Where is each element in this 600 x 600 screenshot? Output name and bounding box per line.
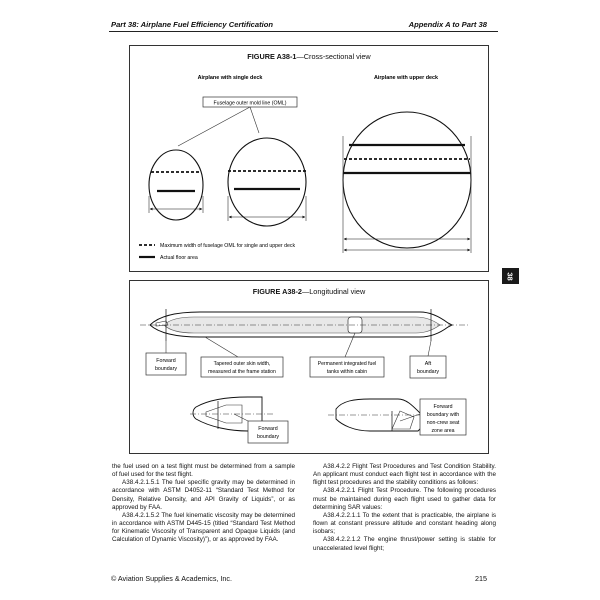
figure-a38-2-caption: —Longitudinal view — [301, 287, 366, 296]
header-rule — [109, 31, 498, 32]
leader-tapered — [205, 337, 238, 357]
body-paragraph: A38.4.2.1.5.1 The fuel specific gravity may be determined in accordance with ASTM D4052-11 “Standard Test Method for Density, Relative Density, and API Gravity of Liquids”, or as approved by FAA. — [112, 479, 295, 511]
figure-a38-1 — [129, 45, 489, 272]
oml-leader-2 — [250, 107, 259, 133]
body-column-left — [112, 463, 295, 545]
tapered-skin-text-1: Tapered outer skin width, — [213, 361, 271, 367]
footer-copyright: © Aviation Supplies & Academics, Inc. — [111, 574, 233, 583]
figure-a38-2 — [129, 280, 489, 454]
body-column-right — [313, 463, 496, 553]
legend-solid-label: Actual floor area — [160, 255, 198, 261]
forward-boundary-seat-text-2: boundary with — [426, 412, 460, 418]
page-number: 215 — [475, 574, 487, 583]
body-paragraph: A38.4.2.2 Flight Test Procedures and Test Condition Stability. An applicant must conduct each flight test in accordance with the flight test procedures and the stability conditions as follows: — [313, 463, 496, 487]
figure-a38-2-id: FIGURE A38-2 — [252, 287, 302, 296]
fuel-tanks-text-2: tanks within cabin — [326, 369, 368, 375]
fuel-tanks-text-1: Permanent integrated fuel — [317, 361, 377, 367]
leader-aft — [428, 341, 431, 356]
forward-boundary-seat-text-4: zone area — [431, 428, 455, 434]
longitudinal-drawing — [130, 281, 488, 453]
forward-boundary-2-text-2: boundary — [256, 434, 280, 440]
figure-a38-1-caption: —Cross-sectional view — [296, 52, 371, 61]
aft-boundary-text-2: boundary — [416, 369, 440, 375]
large-fuselage-section — [343, 112, 471, 248]
small-fuselage-section — [149, 150, 203, 220]
cross-section-drawing — [130, 46, 488, 271]
aft-boundary-text-1: Aft — [424, 361, 432, 367]
figure-a38-1-id: FIGURE A38-1 — [247, 52, 297, 61]
body-paragraph: the fuel used on a test flight must be determined from a sample of fuel used for the test flight. — [112, 463, 295, 479]
forward-boundary-seat-text-3: non-crew seat — [426, 420, 460, 426]
forward-boundary-2-text-1: Forward — [258, 426, 278, 432]
upper-deck-label: Airplane with upper deck — [373, 75, 439, 81]
forward-boundary-text-1: Forward — [156, 358, 176, 364]
chapter-tab-label: 38 — [506, 271, 515, 281]
chapter-tab — [502, 268, 519, 284]
body-paragraph: A38.4.2.1.5.2 The fuel kinematic viscosity may be determined in accordance with ASTM D445-15 (titled “Standard Test Method for Kinematic Viscosity of Transparent and Opaque Liquids (and Calculation of Dynamic Viscosity)”), or as approved by FAA. — [112, 511, 295, 544]
oml-leader-1 — [178, 107, 250, 146]
legend-dashed-label: Maximum width of fuselage OML for single and upper deck — [160, 243, 296, 249]
forward-boundary-text-2: boundary — [154, 366, 178, 372]
body-paragraph: A38.4.2.2.1.2 The engine thrust/power setting is stable for unaccelerated level flight; — [313, 536, 496, 552]
aft-detail-outline — [336, 399, 428, 431]
body-paragraph: A38.4.2.2.1 Flight Test Procedure. The following procedures must be maintained during each flight used to gather data for determining SAR values: — [313, 487, 496, 511]
running-header-left: Part 38: Airplane Fuel Efficiency Certification — [111, 20, 274, 29]
tapered-skin-text-2: measured at the frame station — [208, 369, 276, 375]
running-header-right: Appendix A to Part 38 — [408, 20, 487, 29]
forward-boundary-seat-text-1: Forward — [433, 404, 453, 410]
medium-fuselage-section — [228, 138, 306, 226]
oml-label: Fuselage outer mold line (OML) — [213, 100, 287, 107]
body-paragraph: A38.4.2.2.1.1 To the extent that is practicable, the airplane is flown at constant pressure altitude and constant heading along isobars; — [313, 511, 496, 536]
single-deck-label: Airplane with single deck — [197, 75, 263, 81]
